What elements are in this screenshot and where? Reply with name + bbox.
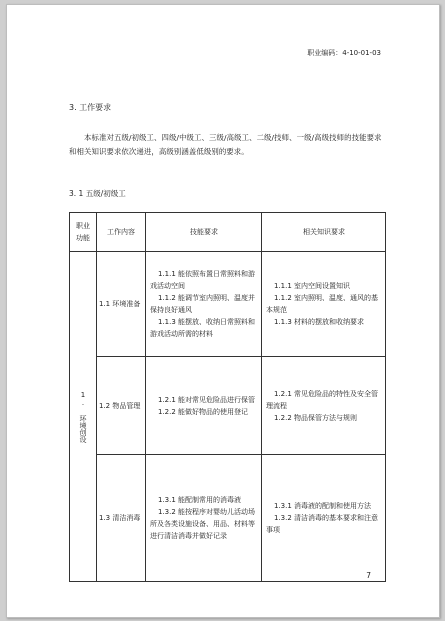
skills-cell	[146, 357, 262, 455]
header-knowledge: 相关知识要求	[262, 213, 386, 252]
knowledge-cell	[262, 455, 386, 582]
knowledge-cell	[262, 357, 386, 455]
knowledge-item: 1.3.1 消毒液的配制和使用方法	[274, 502, 372, 510]
section-title: 3. 工作要求	[69, 103, 112, 112]
skill-item: 1.2.1 能对常见危险品进行保管	[158, 395, 256, 404]
skill-item: 1.3.1 能配制常用的消毒液	[158, 496, 242, 504]
knowledge-cell	[262, 252, 386, 357]
knowledge-item: 1.2.2 物品保管方法与规则	[274, 413, 358, 422]
knowledge-item: 1.1.2 室内照明、温度、通风的基本规范	[266, 294, 379, 314]
knowledge-item: 1.3.2 清洁消毒的基本要求和注意事项	[266, 514, 379, 534]
header-skills: 技能要求	[146, 213, 262, 252]
skills-cell	[146, 252, 262, 357]
table-row	[70, 357, 386, 455]
skills-cell	[146, 455, 262, 582]
knowledge-item: 1.1.1 室内空间设置知识	[274, 282, 351, 290]
category-cell	[70, 252, 97, 582]
knowledge-item: 1.1.3 材料的摆放和收纳要求	[274, 318, 365, 326]
skill-item: 1.2.2 能做好物品的使用登记	[158, 407, 249, 416]
section-intro: 本标准对五级/初级工、四级/中级工、三级/高级工、二级/技师、一级/高级技师的技能要求和相关知识要求依次递进，高级别涵盖低级别的要求。	[69, 133, 382, 156]
header-category: 职业 功能	[70, 213, 97, 252]
skill-item: 1.1.2 能调节室内照明、温度并保持良好通风	[150, 294, 256, 314]
content-cell: 1.1 环境准备	[97, 252, 146, 357]
skill-item: 1.1.3 能摆放、收纳日常照料和游戏活动所需的材料	[150, 318, 256, 338]
table-row	[70, 455, 386, 582]
knowledge-item: 1.2.1 常见危险品的特性及安全管理流程	[266, 389, 379, 410]
skill-item: 1.3.2 能按程序对婴幼儿活动场所及各类设施设备、用品、材料等进行清洁消毒并做好记录	[150, 508, 256, 540]
occupation-code: 职业编码：4-10-01-03	[307, 49, 381, 57]
skill-item: 1.1.1 能依照布置日常照料和游戏活动空间	[150, 270, 256, 290]
category-label: 1. 环境创设	[79, 390, 87, 443]
table-header-row	[70, 213, 386, 252]
document-page	[6, 4, 440, 618]
header-content: 工作内容	[97, 213, 146, 252]
table-row	[70, 252, 386, 357]
content-cell: 1.2 物品管理	[97, 357, 146, 455]
requirements-table	[69, 212, 386, 582]
page-number: 7	[366, 571, 371, 580]
content-cell: 1.3 清洁消毒	[97, 455, 146, 582]
subsection-title: 3. 1 五级/初级工	[69, 189, 126, 198]
